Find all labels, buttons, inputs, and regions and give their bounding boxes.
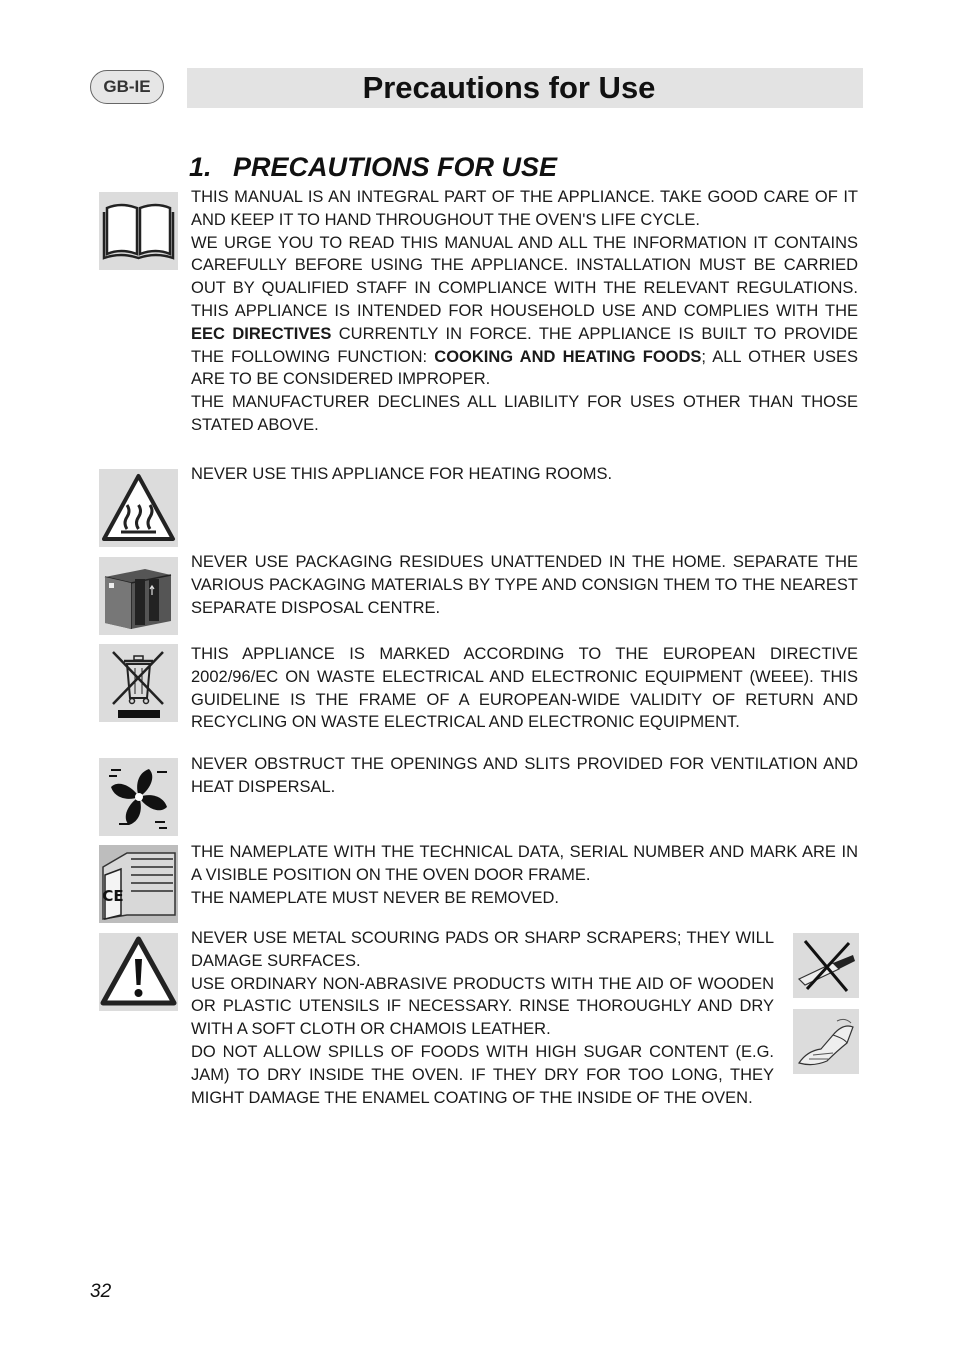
packaging-block — [191, 551, 858, 619]
section-number: 1. — [189, 152, 212, 182]
title-bar — [187, 68, 863, 108]
ventilation-paragraph: NEVER OBSTRUCT THE OPENINGS AND SLITS PROVIDED FOR VENTILATION AND HEAT DISPERSAL. — [191, 755, 858, 796]
section-title: PRECAUTIONS FOR USE — [233, 152, 558, 182]
ce-nameplate-icon — [99, 845, 178, 923]
section-heading — [189, 152, 557, 183]
liability-paragraph: THE MANUFACTURER DECLINES ALL LIABILITY FOR USES OTHER THAN THOSE STATED ABOVE. — [191, 393, 858, 434]
general-warning-icon — [99, 933, 178, 1011]
crossed-out-bin-icon — [99, 644, 178, 722]
heating-block — [191, 463, 858, 486]
language-badge — [90, 70, 164, 104]
crossed-scraper-icon — [793, 933, 859, 998]
page-number: 32 — [90, 1281, 112, 1302]
cloth-wiping-icon — [793, 1009, 859, 1074]
ce-mark: CE — [102, 887, 124, 905]
page-title: Precautions for Use — [362, 70, 656, 105]
packaging-paragraph: NEVER USE PACKAGING RESIDUES UNATTENDED IN THE HOME. SEPARATE THE VARIOUS PACKAGING MATERIALS BY TYPE AND CONSIGN THEM TO THE NEAREST SEPARATE DISPOSAL CENTRE. — [191, 553, 858, 617]
intro-block — [191, 186, 858, 437]
nameplate-removal-paragraph: THE NAMEPLATE MUST NEVER BE REMOVED. — [191, 888, 559, 907]
packaging-box-icon — [99, 557, 178, 635]
cleaning-products-paragraph: USE ORDINARY NON-ABRASIVE PRODUCTS WITH THE AID OF WOODEN OR PLASTIC UTENSILS IF NECESSARY. RINSE THOROUGHLY AND DRY WITH A SOFT CLOTH OR CHAMOIS LEATHER. — [191, 974, 774, 1039]
scouring-paragraph: NEVER USE METAL SCOURING PADS OR SHARP SCRAPERS; THEY WILL DAMAGE SURFACES. — [191, 929, 774, 970]
weee-paragraph: THIS APPLIANCE IS MARKED ACCORDING TO THE EUROPEAN DIRECTIVE 2002/96/EC ON WASTE ELECTRICAL AND ELECTRONIC EQUIPMENT (WEEE). THIS GUIDELINE IS THE FRAME OF A EUROPEAN-WIDE VALIDITY OF RETURN AND RECYCLING ON WASTE ELECTRICAL AND ELECTRONIC EQUIPMENT. — [191, 645, 858, 732]
cleaning-block — [191, 927, 774, 1109]
language-badge-label: GB-IE — [103, 77, 151, 96]
directive-paragraph: WE URGE YOU TO READ THIS MANUAL AND ALL THE INFORMATION IT CONTAINS CAREFULLY BEFORE USING THE APPLIANCE. INSTALLATION MUST BE CARRIED OUT BY QUALIFIED STAFF IN COMPLIANCE WITH THE RELEVANT REGULATIONS. THIS APPLIANCE IS INTENDED FOR HOUSEHOLD USE AND COMPLIES WITH THE EEC DIRECTIVES CURRENTLY IN FORCE. THE APPLIANCE IS BUILT TO PROVIDE THE FOLLOWING FUNCTION: COOKING AND HEATING FOODS; ALL OTHER USES ARE TO BE CONSIDERED IMPROPER. — [191, 233, 858, 389]
heating-paragraph: NEVER USE THIS APPLIANCE FOR HEATING ROOMS. — [191, 465, 613, 483]
sugar-spills-paragraph: DO NOT ALLOW SPILLS OF FOODS WITH HIGH SUGAR CONTENT (E.G. JAM) TO DRY INSIDE THE OVEN. IF THEY DRY FOR TOO LONG, THEY MIGHT DAMAGE THE ENAMEL COATING OF THE INSIDE OF THE OVEN. — [191, 1042, 774, 1107]
weee-block — [191, 643, 858, 734]
fan-icon — [99, 758, 178, 836]
open-book-icon — [99, 192, 178, 270]
hot-surface-warning-icon — [99, 469, 178, 547]
intro-paragraph: THIS MANUAL IS AN INTEGRAL PART OF THE APPLIANCE. TAKE GOOD CARE OF IT AND KEEP IT TO HAND THROUGHOUT THE OVEN'S LIFE CYCLE. — [191, 188, 858, 229]
nameplate-paragraph: THE NAMEPLATE WITH THE TECHNICAL DATA, SERIAL NUMBER AND MARK ARE IN A VISIBLE POSITION ON THE OVEN DOOR FRAME. — [191, 843, 858, 884]
nameplate-block — [191, 841, 858, 909]
ventilation-block — [191, 753, 858, 799]
